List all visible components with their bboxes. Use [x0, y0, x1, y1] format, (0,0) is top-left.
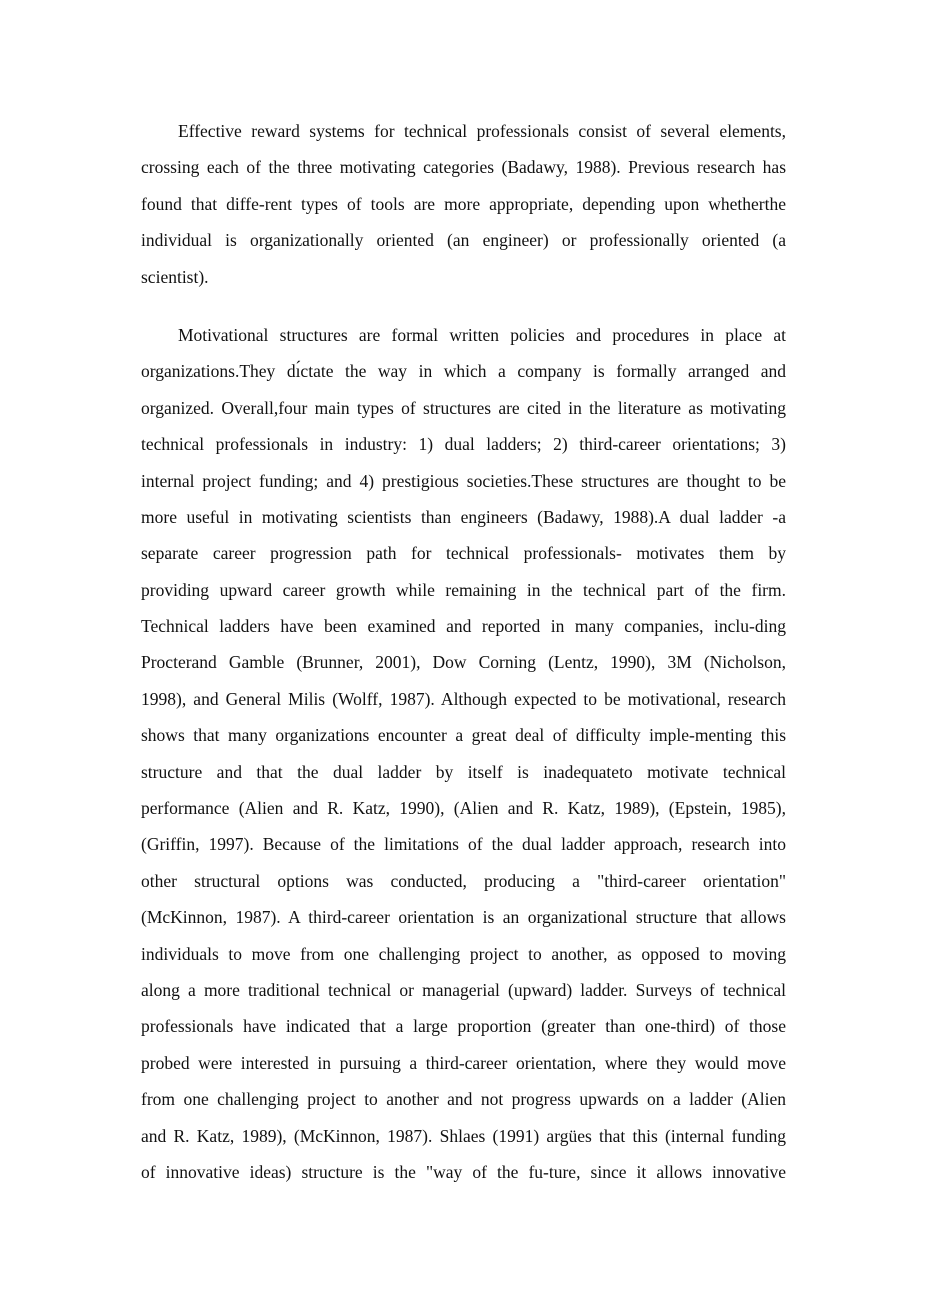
text-line: structure and that the dual ladder by itself is inadequateto motivate technical: [141, 761, 786, 782]
text-line: technical professionals in industry: 1) dual ladders; 2) third-career orientations; 3): [141, 434, 786, 455]
text-line: scientist).: [141, 266, 209, 287]
text-line: probed were interested in pursuing a third-career orientation, where they would move: [141, 1052, 786, 1073]
text-line: professionals have indicated that a large proportion (greater than one-third) of those: [141, 1016, 786, 1037]
text-line: more useful in motivating scientists than engineers (Badawy, 1988).A dual ladder -a: [141, 506, 786, 527]
paragraph-motivational-structures: [141, 317, 786, 1190]
text-line: (McKinnon, 1987). A third-career orientation is an organizational structure that allows: [141, 907, 786, 928]
paragraph-reward-systems: [141, 113, 786, 295]
text-line: and R. Katz, 1989), (McKinnon, 1987). Shlaes (1991) argües that this (internal funding: [141, 1125, 786, 1146]
text-line: Motivational structures are formal written policies and procedures in place at: [178, 324, 786, 345]
text-line: Effective reward systems for technical professionals consist of several elements,: [178, 121, 786, 141]
text-line: 1998), and General Milis (Wolff, 1987). Although expected to be motivational, research: [141, 688, 786, 709]
text-line: providing upward career growth while remaining in the technical part of the firm.: [141, 579, 786, 600]
text-line: Technical ladders have been examined and reported in many companies, inclu-ding: [141, 616, 786, 637]
text-line: organizations.They dı́ctate the way in which a company is formally arranged and: [141, 361, 786, 382]
text-line: of innovative ideas) structure is the "way of the fu-ture, since it allows innovative: [141, 1161, 786, 1182]
text-line: crossing each of the three motivating categories (Badawy, 1988). Previous research has: [141, 157, 786, 178]
text-line: Procterand Gamble (Brunner, 2001), Dow Corning (Lentz, 1990), 3M (Nicholson,: [141, 652, 786, 673]
text-line: organized. Overall,four main types of structures are cited in the literature as motivating: [141, 397, 786, 418]
document-page: [141, 113, 786, 1212]
text-line: individuals to move from one challenging project to another, as opposed to moving: [141, 943, 786, 964]
text-line: (Griffin, 1997). Because of the limitations of the dual ladder approach, research into: [141, 834, 786, 855]
text-line: shows that many organizations encounter a great deal of difficulty imple-menting this: [141, 725, 786, 746]
text-line: performance (Alien and R. Katz, 1990), (Alien and R. Katz, 1989), (Epstein, 1985),: [141, 798, 786, 819]
text-line: individual is organizationally oriented (an engineer) or professionally oriented (a: [141, 230, 786, 251]
text-line: along a more traditional technical or managerial (upward) ladder. Surveys of technical: [141, 979, 786, 1000]
text-line: other structural options was conducted, producing a "third-career orientation": [141, 870, 786, 891]
text-line: internal project funding; and 4) prestigious societies.These structures are thought to be: [141, 470, 786, 491]
text-line: separate career progression path for technical professionals- motivates them by: [141, 543, 786, 564]
text-line: found that diffe-rent types of tools are more appropriate, depending upon whetherthe: [141, 193, 786, 214]
text-line: from one challenging project to another and not progress upwards on a ladder (Alien: [141, 1089, 786, 1110]
